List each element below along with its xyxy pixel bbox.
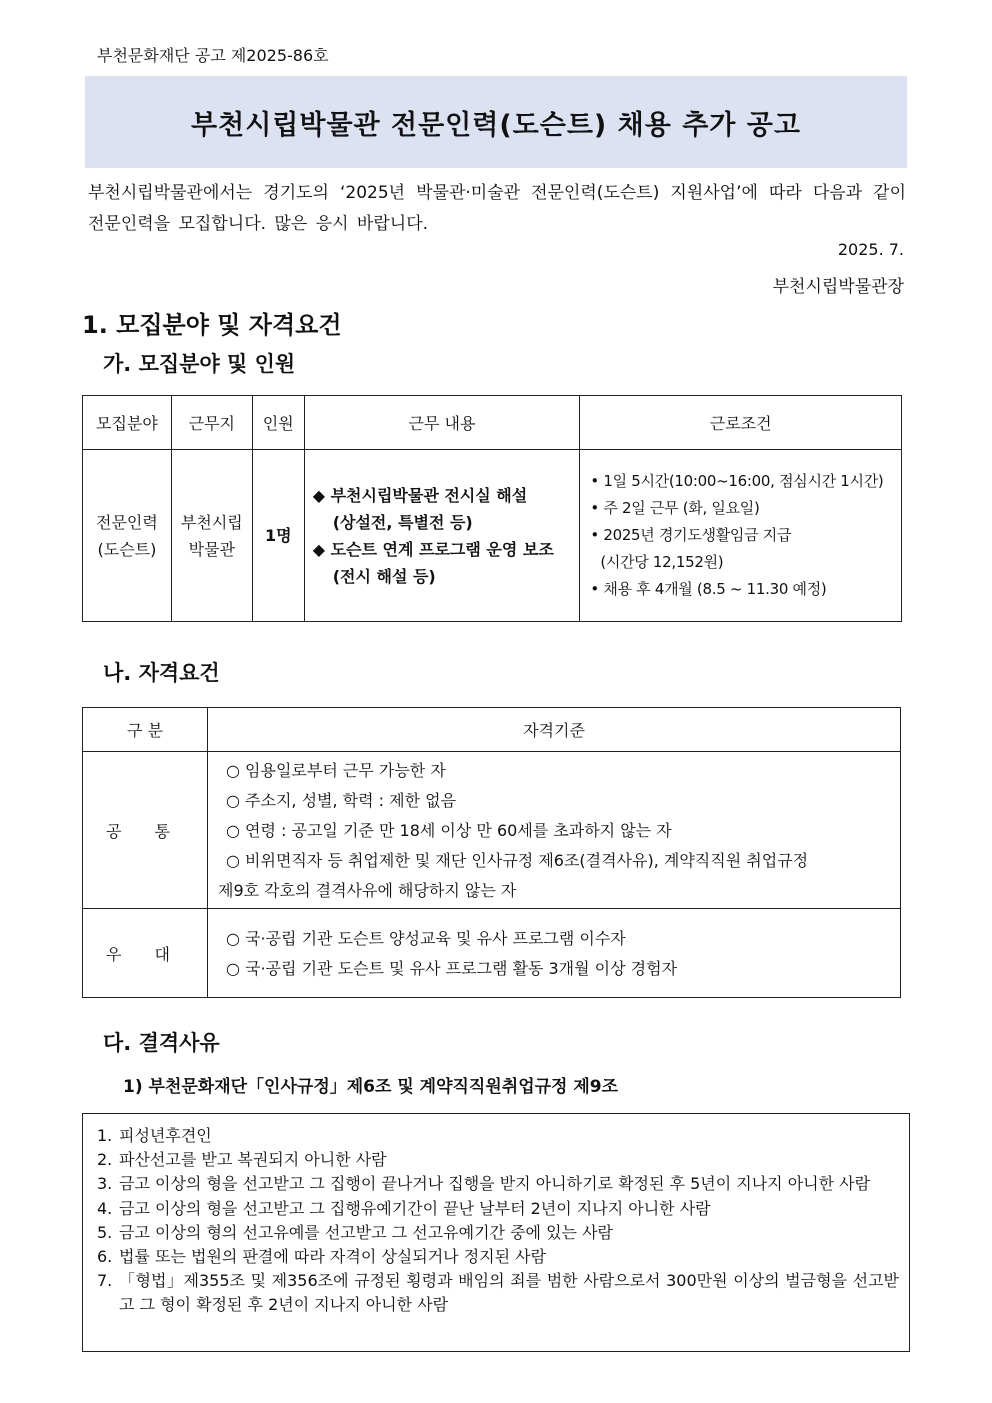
qualification-table <box>82 707 901 998</box>
table-header: 근무 내용 <box>304 396 580 450</box>
criteria-common: ○ 임용일로부터 근무 가능한 자 ○ 주소지, 성별, 학력 : 제한 없음 ○ 연령 : 공고일 기준 만 18세 이상 만 60세를 초과하지 않는 자 ○ 비위면직자 등 취업제한 및 재단 인사규정 제6조(결격사유), 계약직직원 취업규정 제9호 각호의 결격사유에 해당하지 않는 자 <box>208 752 901 909</box>
recruitment-table <box>82 395 902 622</box>
notice-number: 부천문화재단 공고 제2025-86호 <box>97 46 329 65</box>
disqualification-list <box>83 1114 909 1318</box>
disqualification-box <box>82 1113 910 1352</box>
duties-cell: ◆ 부천시립박물관 전시실 해설 (상설전, 특별전 등) ◆ 도슨트 연계 프로그램 운영 보조 (전시 해설 등) <box>304 450 580 622</box>
title-banner <box>85 76 907 168</box>
conditions-cell: • 1일 5시간(10:00~16:00, 점심시간 1시간) • 주 2일 근무 (화, 일요일) • 2025년 경기도생활임금 지급 (시간당 12,152원) • 채용 후 4개월 (8.5 ~ 11.30 예정) <box>580 450 902 622</box>
list-item: 3. 금고 이상의 형을 선고받고 그 집행이 끝나거나 집행을 받지 아니하기로 확정된 후 5년이 지나지 아니한 사람 <box>97 1174 871 1194</box>
table-header: 모집분야 <box>83 396 172 450</box>
list-item: 6. 법률 또는 법원의 판결에 따라 자격이 상실되거나 정지된 사람 <box>97 1247 547 1267</box>
table-row <box>83 752 901 909</box>
subsection-heading-a: 가. 모집분야 및 인원 <box>103 352 296 376</box>
table-header: 인원 <box>252 396 304 450</box>
notice-date: 2025. 7. <box>837 240 904 259</box>
table-header: 근로조건 <box>580 396 902 450</box>
subsection-heading-b: 나. 자격요건 <box>103 661 220 685</box>
subsection-heading-c1: 1) 부천문화재단「인사규정」제6조 및 계약직직원취업규정 제9조 <box>123 1077 619 1097</box>
criteria-preferred: ○ 국·공립 기관 도슨트 양성교육 및 유사 프로그램 이수자 ○ 국·공립 기관 도슨트 및 유사 프로그램 활동 3개월 이상 경험자 <box>208 909 901 998</box>
table-header: 근무지 <box>171 396 252 450</box>
list-item: 1. 피성년후견인 <box>97 1126 212 1145</box>
workplace-cell: 부천시립 박물관 <box>171 450 252 622</box>
list-item: 7. 「형법」제355조 및 제356조에 규정된 횡령과 배임의 죄를 범한 사람으로서 300만원 이상의 벌금형을 선고받고 그 형이 확정된 후 2년이 지나지 아니한 사람 <box>97 1271 899 1315</box>
table-header-row <box>83 708 901 752</box>
signer: 부천시립박물관장 <box>772 277 904 297</box>
page-title: 부천시립박물관 전문인력(도슨트) 채용 추가 공고 <box>191 109 801 141</box>
intro-paragraph: 부천시립박물관에서는 경기도의 ‘2025년 박물관·미술관 전문인력(도슨트) 지원사업’에 따라 다음과 같이 전문인력을 모집합니다. 많은 응시 바랍니다. <box>88 183 906 234</box>
subsection-heading-c: 다. 결격사유 <box>103 1031 220 1055</box>
section-heading: 1. 모집분야 및 자격요건 <box>82 311 342 339</box>
table-header-row <box>83 396 902 450</box>
table-row <box>83 909 901 998</box>
field-cell: 전문인력 (도슨트) <box>83 450 172 622</box>
table-header: 자격기준 <box>208 708 901 752</box>
list-item: 2. 파산선고를 받고 복권되지 아니한 사람 <box>97 1150 387 1170</box>
category-preferred: 우 대 <box>83 909 208 998</box>
list-item: 4. 금고 이상의 형을 선고받고 그 집행유예기간이 끝난 날부터 2년이 지나지 아니한 사람 <box>97 1198 711 1218</box>
list-item: 5. 금고 이상의 형의 선고유예를 선고받고 그 선고유예기간 중에 있는 사람 <box>97 1222 613 1242</box>
category-common: 공 통 <box>83 752 208 909</box>
headcount-cell: 1명 <box>252 450 304 622</box>
table-header: 구 분 <box>83 708 208 752</box>
table-row <box>83 450 902 622</box>
